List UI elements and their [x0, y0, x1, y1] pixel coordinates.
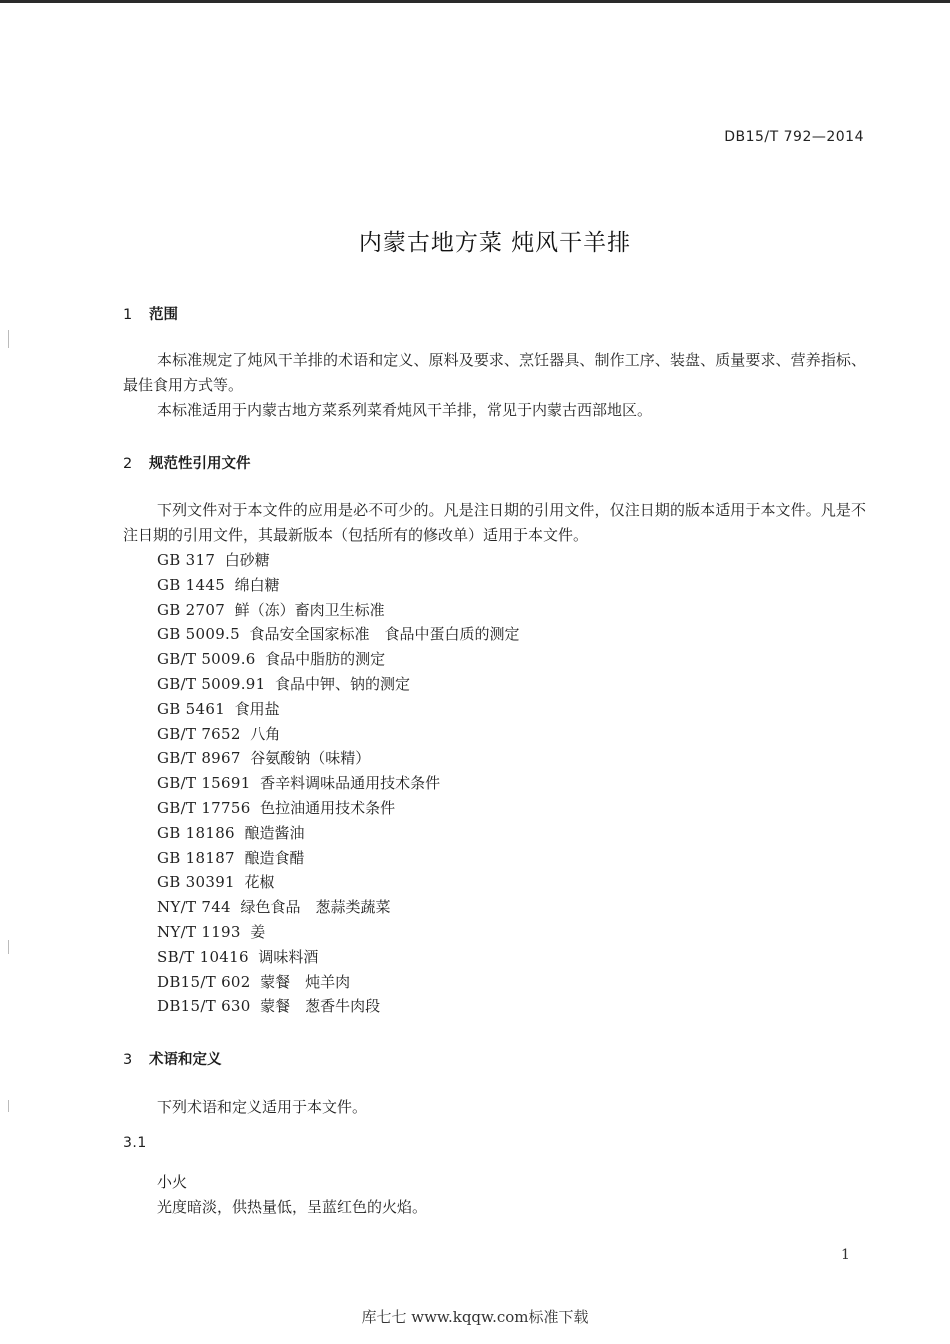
reference-item: [157, 821, 520, 846]
reference-code: GB 2707: [157, 600, 226, 619]
reference-item: [157, 548, 520, 573]
reference-item: [157, 895, 520, 920]
section-3-paragraph-1: 下列术语和定义适用于本文件。: [157, 1098, 368, 1116]
reference-title: 食品中脂肪的测定: [265, 650, 386, 669]
reference-title: 绿色食品 葱蒜类蔬菜: [240, 898, 391, 917]
reference-item: [157, 846, 520, 871]
standard-code: DB15/T 792—2014: [724, 129, 864, 145]
reference-code: GB 5009.5: [157, 625, 240, 644]
section-3-heading: [123, 1048, 222, 1069]
reference-item: [157, 672, 520, 697]
reference-code: GB 1445: [157, 575, 226, 594]
reference-code: DB15/T 602: [157, 972, 251, 991]
reference-code: GB 18186: [157, 823, 235, 842]
reference-item: [157, 994, 520, 1019]
reference-title: 酿造酱油: [244, 823, 305, 842]
reference-code: GB 5461: [157, 699, 226, 718]
reference-item: [157, 870, 520, 895]
reference-item: [157, 920, 520, 945]
section-2-heading: [123, 452, 251, 473]
reference-code: GB/T 8967: [157, 749, 241, 768]
section-number: 3: [123, 1052, 133, 1068]
reference-item: [157, 622, 520, 647]
reference-code: GB/T 7652: [157, 724, 241, 743]
reference-code: GB 30391: [157, 873, 235, 892]
scan-speck: [8, 1100, 9, 1112]
reference-item: [157, 970, 520, 995]
reference-title: 蒙餐 炖羊肉: [260, 972, 351, 991]
reference-item: [157, 573, 520, 598]
reference-item: [157, 647, 520, 672]
reference-title: 谷氨酸钠（味精）: [250, 749, 371, 768]
top-border-line: [0, 0, 950, 3]
section-number: 2: [123, 456, 133, 472]
reference-title: 姜: [250, 922, 266, 941]
page-number: 1: [841, 1247, 850, 1263]
section-title: 术语和定义: [149, 1052, 222, 1068]
reference-title: 花椒: [244, 873, 275, 892]
reference-title: 调味料酒: [258, 947, 319, 966]
reference-item: [157, 771, 520, 796]
reference-title: 鲜（冻）畜肉卫生标准: [234, 600, 385, 619]
section-1-paragraph-1: 本标准规定了炖风干羊排的术语和定义、原料及要求、烹饪器具、制作工序、装盘、质量要求、营养指标、最佳食用方式等。: [123, 351, 866, 394]
normative-references-list: [157, 548, 520, 1019]
reference-title: 绵白糖: [234, 575, 280, 594]
term-definition: 光度暗淡，供热量低，呈蓝红色的火焰。: [157, 1198, 428, 1216]
reference-item: [157, 796, 520, 821]
footer-watermark-text: 库七七 www.kqqw.com标准下载: [361, 1308, 589, 1326]
section-1-paragraph-2: 本标准适用于内蒙古地方菜系列菜肴炖风干羊排，常见于内蒙古西部地区。: [157, 401, 653, 419]
term-number: 3.1: [123, 1135, 147, 1151]
reference-code: NY/T 1193: [157, 922, 241, 941]
reference-item: [157, 722, 520, 747]
reference-item: [157, 697, 520, 722]
reference-code: NY/T 744: [157, 898, 231, 917]
reference-code: GB/T 5009.6: [157, 650, 256, 669]
reference-title: 香辛料调味品通用技术条件: [260, 774, 441, 793]
reference-title: 食用盐: [234, 699, 280, 718]
reference-code: DB15/T 630: [157, 997, 251, 1016]
section-title: 范围: [149, 307, 178, 323]
section-2-paragraph-1: 下列文件对于本文件的应用是必不可少的。凡是注日期的引用文件，仅注日期的版本适用于本文件。凡是不注日期的引用文件，其最新版本（包括所有的修改单）适用于本文件。: [123, 501, 866, 544]
reference-code: GB/T 5009.91: [157, 674, 266, 693]
term-name: 小火: [157, 1173, 188, 1191]
scan-speck: [8, 330, 9, 348]
reference-item: [157, 945, 520, 970]
reference-code: GB 317: [157, 551, 216, 569]
reference-title: 蒙餐 葱香牛肉段: [260, 997, 381, 1016]
reference-title: 色拉油通用技术条件: [260, 798, 396, 817]
reference-code: GB 18187: [157, 848, 235, 867]
reference-item: [157, 598, 520, 623]
section-number: 1: [123, 307, 133, 323]
reference-title: 酿造食醋: [244, 848, 305, 867]
document-title: 内蒙古地方菜 炖风干羊排: [358, 230, 632, 256]
reference-title: 白砂糖: [224, 551, 270, 569]
section-1-heading: [123, 303, 178, 324]
reference-title: 食品安全国家标准 食品中蛋白质的测定: [249, 625, 520, 644]
reference-code: GB/T 15691: [157, 774, 251, 793]
reference-code: SB/T 10416: [157, 947, 249, 966]
reference-title: 食品中钾、钠的测定: [275, 674, 411, 693]
reference-item: [157, 746, 520, 771]
scan-speck: [8, 940, 9, 954]
section-title: 规范性引用文件: [149, 456, 251, 472]
reference-code: GB/T 17756: [157, 798, 251, 817]
reference-title: 八角: [250, 724, 281, 743]
